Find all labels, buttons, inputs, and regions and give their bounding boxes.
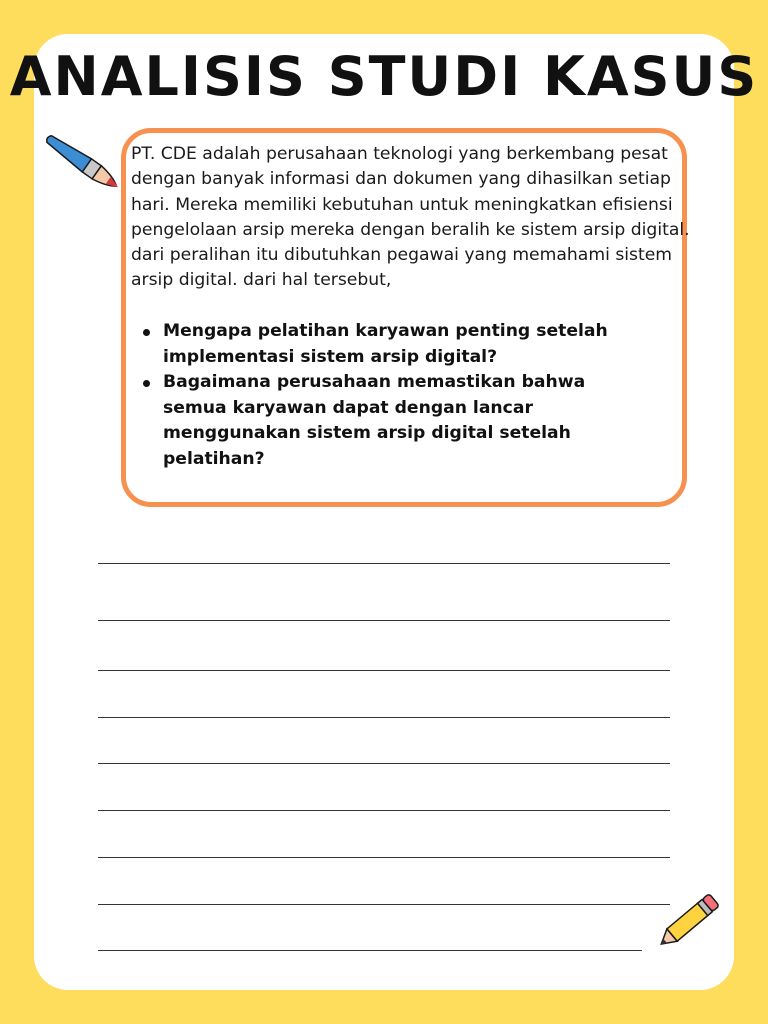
answer-line[interactable] [98,717,670,718]
question-list [163,319,653,472]
paintbrush-icon [36,120,128,208]
answer-line[interactable] [98,563,670,564]
answer-line[interactable] [98,950,642,951]
answer-line[interactable] [98,904,670,905]
answer-line[interactable] [98,857,670,858]
page-title: ANALISIS STUDI KASUS [9,45,759,108]
answer-line[interactable] [98,620,670,621]
answer-line[interactable] [98,810,670,811]
case-description: PT. CDE adalah perusahaan teknologi yang berkembang pesat dengan banyak informasi dan dokumen yang dihasilkan setiap hari. Mereka memiliki kebutuhan untuk meningkatkan efisiensi pengelolaan arsip mereka dengan beralih ke sistem arsip digital. dari peralihan itu dibutuhkan pegawai yang memahami sistem arsip digital. dari hal tersebut, [131,144,690,291]
question-item: Bagaimana perusahaan memastikan bahwa semua karyawan dapat dengan lancar menggunakan sistem arsip digital setelah pelatihan? [163,370,653,472]
answer-line[interactable] [98,763,670,764]
question-item: Mengapa pelatihan karyawan penting setelah implementasi sistem arsip digital? [163,319,653,370]
answer-line[interactable] [98,670,670,671]
pencil-icon [650,888,726,962]
